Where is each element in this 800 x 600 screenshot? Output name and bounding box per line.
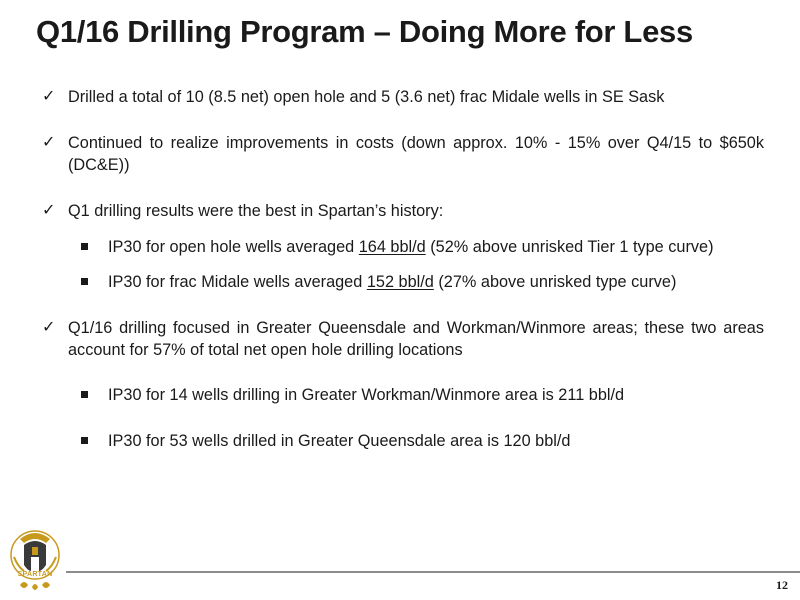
- footer-divider: [66, 571, 800, 573]
- square-bullet-icon: [81, 278, 88, 285]
- spartan-helmet-icon: [6, 527, 64, 595]
- sub-list-item: IP30 for 53 wells drilled in Greater Queensdale area is 120 bbl/d: [40, 430, 764, 452]
- bullet-list: [40, 86, 764, 452]
- square-bullet-icon: [81, 391, 88, 398]
- list-item: ✓ Continued to realize improvements in costs (down approx. 10% - 15% over Q4/15 to $650k (DC&E)): [42, 134, 764, 174]
- logo-text: SPARTAN: [17, 571, 53, 578]
- sub-list-item: IP30 for frac Midale wells averaged 152 bbl/d (27% above unrisked type curve): [40, 271, 764, 293]
- checkmark-icon: ✓: [42, 202, 56, 219]
- sub-list-item: IP30 for open hole wells averaged 164 bbl/d (52% above unrisked Tier 1 type curve): [40, 236, 764, 258]
- checkmark-icon: ✓: [42, 134, 56, 151]
- page-number: 12: [776, 578, 788, 592]
- square-bullet-icon: [81, 437, 88, 444]
- list-item: ✓ Q1/16 drilling focused in Greater Queensdale and Workman/Winmore areas; these two areas account for 57% of total net open hole drilling locations: [42, 319, 764, 359]
- checkmark-icon: ✓: [42, 88, 56, 105]
- checkmark-icon: ✓: [42, 319, 56, 336]
- page-title: Q1/16 Drilling Program – Doing More for Less: [36, 14, 693, 49]
- square-bullet-icon: [81, 243, 88, 250]
- sub-list-item: IP30 for 14 wells drilling in Greater Workman/Winmore area is 211 bbl/d: [40, 384, 764, 406]
- list-item: ✓ Drilled a total of 10 (8.5 net) open hole and 5 (3.6 net) frac Midale wells in SE Sask: [42, 88, 665, 106]
- list-item: ✓ Q1 drilling results were the best in Spartan’s history:: [42, 202, 444, 220]
